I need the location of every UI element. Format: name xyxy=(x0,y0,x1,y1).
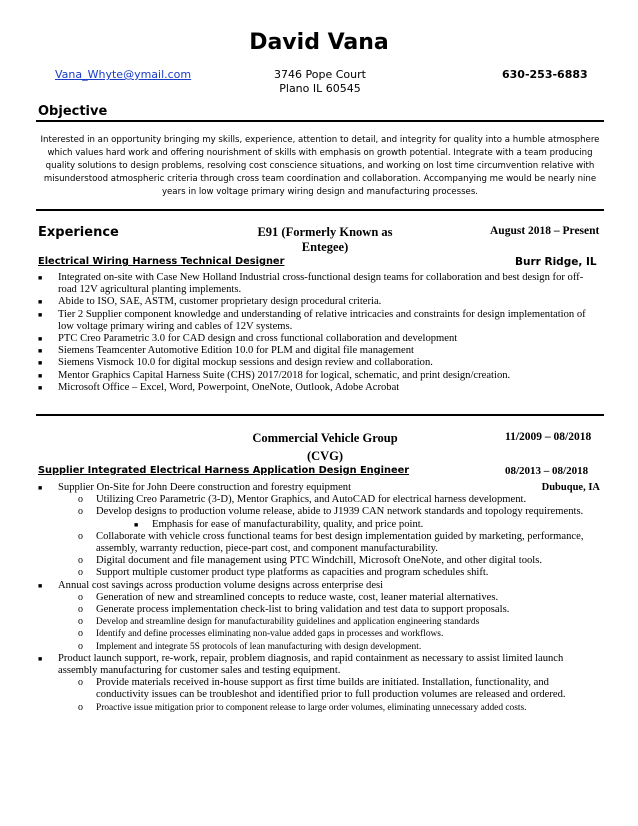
list-item: ■ Mentor Graphics Capital Harness Suite (CHS) 2017/2018 for logical, schematic, and print design/creation. xyxy=(38,369,511,381)
experience-heading: Experience xyxy=(38,225,119,240)
section-divider xyxy=(36,209,604,211)
list-item: ■ Siemens Vismock 10.0 for digital mockup sessions and design review and collaboration. xyxy=(38,357,433,369)
company-name-line: E91 (Formerly Known as xyxy=(257,225,393,239)
list-item: o Implement and integrate 5S protocols of lean manufacturing with design development. xyxy=(78,640,422,652)
list-item: o Utilizing Creo Parametric (3-D), Mentor Graphics, and AutoCAD for electrical harness development. xyxy=(78,494,527,506)
applicant-name: David Vana xyxy=(249,30,389,55)
list-item: ■ Abide to ISO, SAE, ASTM, customer proprietary design procedural criteria. xyxy=(38,296,382,308)
phone-number: 630-253-6883 xyxy=(502,68,588,81)
list-item: o Generate process implementation check-list to bring validation and test data to support proposals. xyxy=(78,604,510,616)
company-name-line: (CVG) xyxy=(306,449,344,463)
company-name-line: Entegee) xyxy=(301,240,349,254)
address xyxy=(240,68,400,96)
objective-heading: Objective xyxy=(38,104,108,119)
address-line-1: 3746 Pope Court xyxy=(274,68,366,81)
company-name xyxy=(225,225,425,255)
company-name xyxy=(225,431,425,464)
job2-bullet-list xyxy=(38,482,600,714)
list-item: o Digital document and file management using PTC Windchill, Microsoft OneNote, and other digital tools. xyxy=(78,555,542,567)
list-item: o Support multiple customer product type platforms as capacities and program schedules shift. xyxy=(78,567,489,579)
address-line-2: Plano IL 60545 xyxy=(279,82,361,95)
section-divider xyxy=(36,414,604,416)
employment-dates: 11/2009 – 08/2018 xyxy=(505,431,592,443)
section-divider xyxy=(36,120,604,122)
job-title-dates: 08/2013 – 08/2018 xyxy=(505,465,589,477)
list-item: ■ Microsoft Office – Excel, Word, Powerpoint, OneNote, Outlook, Adobe Acrobat xyxy=(38,381,400,393)
list-item: o Identify and define processes eliminating non-value added gaps in processes and workflows. xyxy=(78,628,444,640)
list-item: o Proactive issue mitigation prior to component release to large order volumes, eliminating unnecessary added costs. xyxy=(78,701,527,713)
list-item: o Provide materials received in-house support as first time builds are initiated. Installation, functionality, and conductivity issues can be troubleshot and identified prior to full production volumes are released and ordered. xyxy=(78,677,566,701)
list-item: o Generation of new and streamlined concepts to reduce waste, cost, leaner material alternatives. xyxy=(78,591,499,603)
list-item: ■ Annual cost savings across production volume designs across enterprise desi xyxy=(38,579,384,591)
company-name-line: Commercial Vehicle Group xyxy=(252,431,398,445)
job-title: Supplier Integrated Electrical Harness Application Design Engineer xyxy=(38,465,410,476)
list-item: o Develop designs to production volume release, abide to J1939 CAN network standards and topology requirements. xyxy=(78,506,584,518)
job-location: Burr Ridge, IL xyxy=(515,256,597,268)
job-title: Electrical Wiring Harness Technical Designer xyxy=(38,256,285,267)
list-item: o Collaborate with vehicle cross functional teams for best design implementation guided by marketing, performance, assembly, warranty reduction, piece-part cost, and component manufacturability. xyxy=(78,530,584,555)
list-item: o Develop and streamline design for manufacturability guidelines and application engineering standards xyxy=(78,616,480,628)
job1-bullet-list xyxy=(38,272,600,394)
list-item: ■ PTC Creo Parametric 3.0 for CAD design and cross functional collaboration and development xyxy=(38,333,458,345)
list-item: ■ Integrated on-site with Case New Holland Industrial cross-functional design teams for collaboration and best design for off-road 12V agricultural planting implements. xyxy=(38,272,584,296)
employment-dates: August 2018 – Present xyxy=(490,225,600,237)
list-item: ■ Supplier On-Site for John Deere construction and forestry equipment Dubuque, IA xyxy=(38,482,600,493)
list-item: ■ Product launch support, re-work, repair, problem diagnosis, and rapid containment as necessary to assist limited launch assembly manufacturing for customer sales and testing equipment. xyxy=(38,652,564,677)
list-item: ■ Emphasis for ease of manufacturability, quality, and price point. xyxy=(134,518,424,530)
list-item: ■ Tier 2 Supplier component knowledge and understanding of relative intricacies and constraints for design implementation of low voltage primary wiring and cables of 12V systems. xyxy=(38,308,586,332)
objective-text: Interested in an opportunity bringing my skills, experience, attention to detail, and integrity for quality into a humble atmosphere which values hard work and offering nourishment of skills with emphasis on growth potential. Integrate with a team producing quality solutions to design problems, resolving cost conscience situations, and working on lost time circumvention relative with misunderstood atmospheric criteria through cross team coordination and collaboration. Accompanying me would be nearly nine years in low voltage primary wiring design and manufacturing processes. xyxy=(40,135,600,197)
email-link[interactable]: Vana_Whyte@ymail.com xyxy=(55,68,192,81)
job-location: Dubuque, IA xyxy=(541,482,600,493)
list-item: ■ Siemens Teamcenter Automotive Edition 10.0 for PLM and digital file management xyxy=(38,345,414,357)
